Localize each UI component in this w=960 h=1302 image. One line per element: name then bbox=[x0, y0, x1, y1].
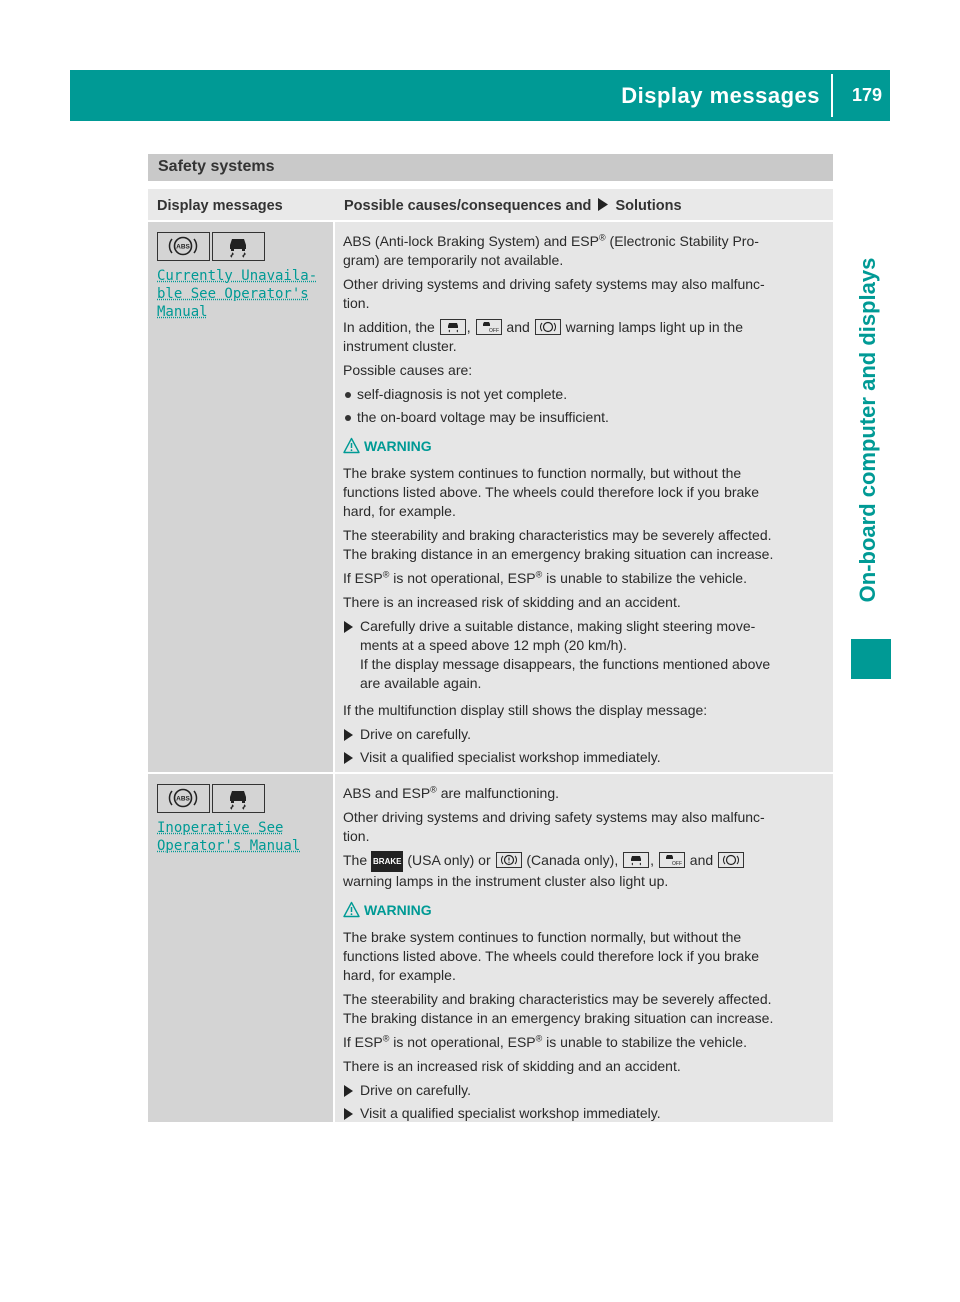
causes-cell bbox=[335, 222, 833, 772]
page-number: 179 bbox=[851, 85, 882, 105]
svg-text:OFF: OFF bbox=[488, 328, 499, 334]
paragraph: If ESP® is not operational, ESP® is unable to stabilize the vehicle. bbox=[343, 1033, 747, 1050]
paragraph: ABS (Anti-lock Braking System) and ESP® (Electronic Stability Pro- gram) are temporarily not available. bbox=[343, 232, 759, 268]
paragraph: ABS and ESP® are malfunctioning. bbox=[343, 784, 559, 801]
paragraph: The brake system continues to function normally, but without the functions listed above. The wheels could therefore lock if you brake hard, for example. bbox=[343, 465, 760, 519]
svg-text:ABS: ABS bbox=[176, 795, 190, 803]
table-row bbox=[148, 774, 833, 1124]
brake-warning-icon bbox=[496, 852, 522, 868]
instruction-step: Visit a qualified specialist workshop immediately. bbox=[343, 748, 829, 767]
step-arrow-icon bbox=[344, 621, 353, 633]
paragraph: The steerability and braking characteristics may be severely affected. The braking distance in an emergency braking situation can increase. bbox=[343, 527, 774, 562]
warning-heading: WARNING bbox=[343, 901, 829, 920]
brake-lamp-icon: BRAKE bbox=[371, 851, 403, 872]
paragraph: Possible causes are: bbox=[343, 362, 473, 378]
paragraph: If ESP® is not operational, ESP® is unable to stabilize the vehicle. bbox=[343, 569, 747, 586]
step-arrow-icon bbox=[344, 1108, 353, 1120]
paragraph: The BRAKE (USA only) or (Canada only), , OFF and warning lamps in the instrument cluster also light up. bbox=[343, 851, 829, 891]
warning-heading: WARNING bbox=[343, 437, 829, 456]
step-arrow-icon bbox=[344, 729, 353, 741]
paragraph: The brake system continues to function normally, but without the functions listed above. The wheels could therefore lock if you brake hard, for example. bbox=[343, 929, 760, 983]
step-arrow-icon bbox=[344, 752, 353, 764]
side-tab bbox=[838, 230, 898, 630]
esp-skid-icon bbox=[440, 319, 466, 335]
instruction-step: Drive on carefully. bbox=[343, 1081, 829, 1100]
abs-icon bbox=[157, 232, 210, 261]
page-header bbox=[70, 70, 890, 121]
causes-cell bbox=[335, 774, 833, 1122]
display-messages-table bbox=[148, 189, 833, 1124]
paragraph: Other driving systems and driving safety systems may also malfunc- tion. bbox=[343, 809, 765, 844]
list-item: the on-board voltage may be insufficient. bbox=[343, 408, 829, 427]
table-row bbox=[148, 222, 833, 774]
abs-icon bbox=[157, 784, 210, 813]
esp-skid-icon bbox=[212, 232, 265, 261]
section-title-bar bbox=[148, 154, 833, 181]
paragraph: In addition, the , OFF and warning lamps light up in the instrument cluster. bbox=[343, 319, 743, 354]
header-title: Display messages bbox=[621, 83, 820, 108]
col-header-display-messages: Display messages bbox=[157, 198, 283, 214]
svg-text:OFF: OFF bbox=[671, 861, 682, 867]
paragraph: If the multifunction display still shows the display message: bbox=[343, 702, 708, 718]
abs-icon bbox=[718, 852, 744, 868]
message-cell bbox=[148, 774, 335, 1122]
warning-triangle-icon bbox=[343, 437, 360, 454]
instruction-step: Drive on carefully. bbox=[343, 725, 829, 744]
step-arrow-icon bbox=[344, 1085, 353, 1097]
table-header bbox=[148, 189, 833, 222]
header-divider bbox=[831, 74, 833, 117]
abs-icon bbox=[535, 319, 561, 335]
message-cell bbox=[148, 222, 335, 772]
warning-triangle-icon bbox=[343, 901, 360, 918]
esp-off-icon bbox=[659, 852, 685, 868]
display-message-text: Currently Unavaila‐ ble See Operator's Manual bbox=[157, 268, 318, 320]
instruction-step: Visit a qualified specialist workshop immediately. bbox=[343, 1104, 829, 1123]
esp-off-icon bbox=[476, 319, 502, 335]
paragraph: There is an increased risk of skidding and an accident. bbox=[343, 1058, 681, 1074]
side-tab-marker bbox=[851, 639, 891, 679]
esp-skid-icon bbox=[623, 852, 649, 868]
paragraph: There is an increased risk of skidding and an accident. bbox=[343, 594, 681, 610]
section-title: Safety systems bbox=[158, 158, 275, 175]
side-tab-label: On-board computer and displays bbox=[855, 257, 880, 603]
svg-text:ABS: ABS bbox=[176, 243, 190, 251]
list-item: self-diagnosis is not yet complete. bbox=[343, 385, 829, 404]
paragraph: The steerability and braking characteristics may be severely affected. The braking distance in an emergency braking situation can increase. bbox=[343, 991, 774, 1026]
display-message-text: Inoperative See Operator's Manual bbox=[157, 820, 301, 854]
paragraph: Other driving systems and driving safety systems may also malfunc- tion. bbox=[343, 276, 765, 311]
col-header-causes: Possible causes/consequences and Solutions bbox=[344, 198, 682, 214]
esp-skid-icon bbox=[212, 784, 265, 813]
solution-arrow-icon bbox=[597, 198, 609, 211]
instruction-step: Carefully drive a suitable distance, making slight steering move- ments at a speed above 12 mph (20 km/h). If the display message disappears, the functions mentioned above are available again. bbox=[343, 617, 829, 693]
